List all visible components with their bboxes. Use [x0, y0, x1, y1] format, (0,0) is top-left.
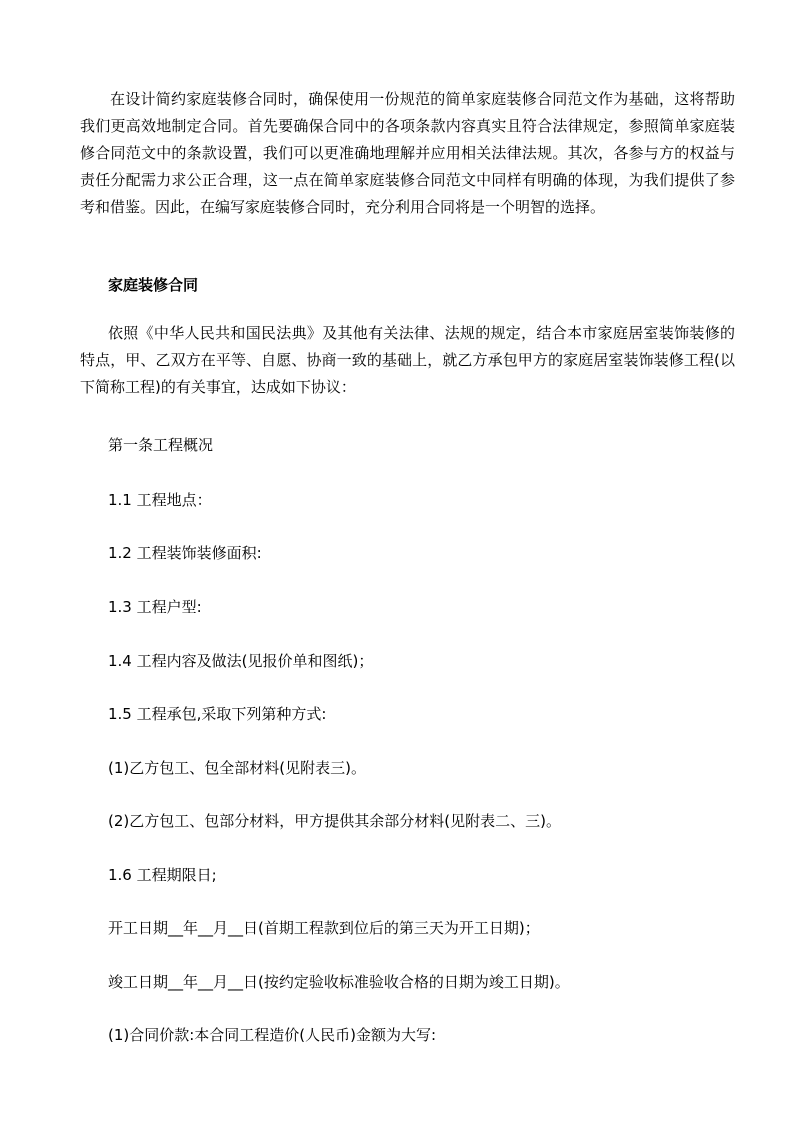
- item-1-5-contracting-method: 1.5 工程承包,采取下列第种方式:: [108, 705, 327, 723]
- item-1-1-project-location: 1.1 工程地点：: [108, 491, 212, 509]
- contract-price-line: (1)合同价款:本合同工程造价(人民币)金额为大写:: [108, 1026, 437, 1044]
- item-1-3-unit-type: 1.3 工程户型:: [108, 598, 202, 616]
- start-date-line: 开工日期__年__月__日(首期工程款到位后的第三天为开工日期)；: [108, 919, 540, 937]
- item-1-6-project-period: 1.6 工程期限日;: [108, 866, 217, 884]
- intro-paragraph: 在设计简约家庭装修合同时，确保使用一份规范的简单家庭装修合同范文作为基础，这将帮助我们更高效地制定合同。首先要确保合同中的各项条款内容真实且符合法律规定，参照简单家庭装修合同范文中的条款设置，我们可以更准确地理解并应用相关法律法规。其次，各参与方的权益与责任分配需力求公正合理，这一点在简单家庭装修合同范文中同样有明确的体现，为我们提供了参考和借鉴。因此，在编写家庭装修合同时，充分利用合同将是一个明智的选择。: [80, 90, 735, 216]
- item-1-4-project-content: 1.4 工程内容及做法(见报价单和图纸)；: [108, 652, 374, 670]
- contract-title: 家庭装修合同: [108, 276, 199, 294]
- item-1-2-decoration-area: 1.2 工程装饰装修面积:: [108, 544, 262, 562]
- option-1-full-materials: (1)乙方包工、包全部材料(见附表三)。: [108, 759, 366, 777]
- option-2-partial-materials: (2)乙方包工、包部分材料，甲方提供其余部分材料(见附表二、三)。: [108, 812, 561, 830]
- article-1-title: 第一条工程概况: [108, 436, 214, 454]
- completion-date-line: 竣工日期__年__月__日(按约定验收标准验收合格的日期为竣工日期)。: [108, 973, 570, 991]
- contract-preamble: 依照《中华人民共和国民法典》及其他有关法律、法规的规定，结合本市家庭居室装饰装修的特点，甲、乙双方在平等、自愿、协商一致的基础上，就乙方承包甲方的家庭居室装饰装修工程(以下简称工程)的有关事宜，达成如下协议：: [80, 324, 735, 396]
